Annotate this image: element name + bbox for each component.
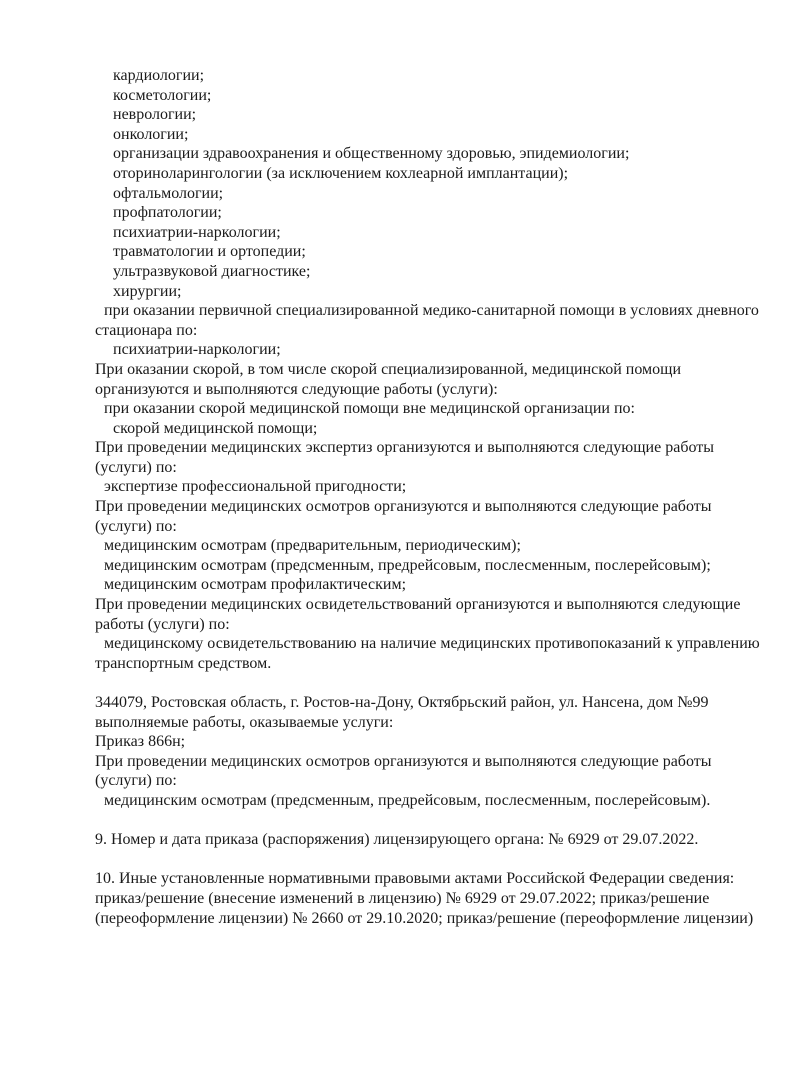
text-line: При проведении медицинских осмотров организуются и выполняются следующие работы	[95, 498, 712, 516]
text-line: экспертизе профессиональной пригодности;	[104, 478, 407, 496]
text-line: (услуги) по:	[95, 458, 177, 476]
blank-line	[95, 673, 795, 693]
text-line: косметологии;	[113, 86, 212, 104]
text-line: 10. Иные установленные нормативными правовыми актами Российской Федерации сведения:	[95, 870, 735, 888]
text-line: При проведении медицинских освидетельствований организуются и выполняются следующие	[95, 596, 741, 614]
text-line: организуются и выполняются следующие работы (услуги):	[95, 380, 498, 398]
text-line: (услуги) по:	[95, 517, 177, 535]
text-line: медицинским осмотрам профилактическим;	[104, 576, 407, 594]
text-line: приказ/решение (внесение изменений в лицензию) № 6929 от 29.07.2022; приказ/решение	[95, 889, 710, 907]
text-line: кардиологии;	[113, 67, 205, 84]
license-text-block	[95, 66, 795, 928]
text-line: офтальмологии;	[113, 184, 224, 202]
text-line: При оказании скорой, в том числе скорой специализированной, медицинской помощи	[95, 360, 682, 378]
text-line: психиатрии-наркологии;	[113, 223, 281, 241]
text-line: оториноларингологии (за исключением кохлеарной имплантации);	[113, 164, 569, 182]
text-line: организации здравоохранения и общественному здоровью, эпидемиологии;	[113, 145, 630, 163]
text-line: травматологии и ортопедии;	[113, 243, 306, 261]
text-line: медицинским осмотрам (предварительным, периодическим);	[104, 537, 521, 555]
text-line: при оказании скорой медицинской помощи вне медицинской организации по:	[104, 400, 635, 418]
text-line: стационара по:	[95, 321, 198, 339]
text-line: транспортным средством.	[95, 654, 272, 672]
text-line: психиатрии-наркологии;	[113, 341, 281, 359]
text-line: онкологии;	[113, 125, 189, 143]
text-line: При проведении медицинских экспертиз организуются и выполняются следующие работы	[95, 439, 714, 457]
text-line: медицинским осмотрам (предсменным, предрейсовым, послесменным, послерейсовым).	[104, 791, 711, 809]
text-line: выполняемые работы, оказываемые услуги:	[95, 713, 394, 731]
text-line: при оказании первичной специализированной медико-санитарной помощи в условиях дневного	[104, 302, 759, 320]
text-line: медицинским осмотрам (предсменным, предрейсовым, послесменным, послерейсовым);	[104, 556, 711, 574]
text-line: работы (услуги) по:	[95, 615, 230, 633]
text-line: скорой медицинской помощи;	[113, 419, 318, 437]
text-line: 9. Номер и дата приказа (распоряжения) лицензирующего органа: № 6929 от 29.07.2022.	[95, 831, 699, 849]
blank-line	[95, 850, 795, 870]
text-line: 344079, Ростовская область, г. Ростов-на-Дону, Октябрьский район, ул. Нансена, дом №99	[95, 694, 709, 711]
text-line: Приказ 866н;	[95, 733, 186, 751]
blank-line	[95, 811, 795, 831]
text-line: неврологии;	[113, 106, 197, 124]
text-line: (услуги) по:	[95, 772, 177, 790]
text-line: профпатологии;	[113, 204, 222, 222]
text-line: хирургии;	[113, 282, 182, 300]
text-line: (переоформление лицензии) № 2660 от 29.10.2020; приказ/решение (переоформление лицензии)	[95, 909, 754, 927]
text-line: При проведении медицинских осмотров организуются и выполняются следующие работы	[95, 752, 712, 770]
text-line: ультразвуковой диагностике;	[113, 262, 311, 280]
text-line: медицинскому освидетельствованию на наличие медицинских противопоказаний к управлению	[104, 635, 760, 653]
